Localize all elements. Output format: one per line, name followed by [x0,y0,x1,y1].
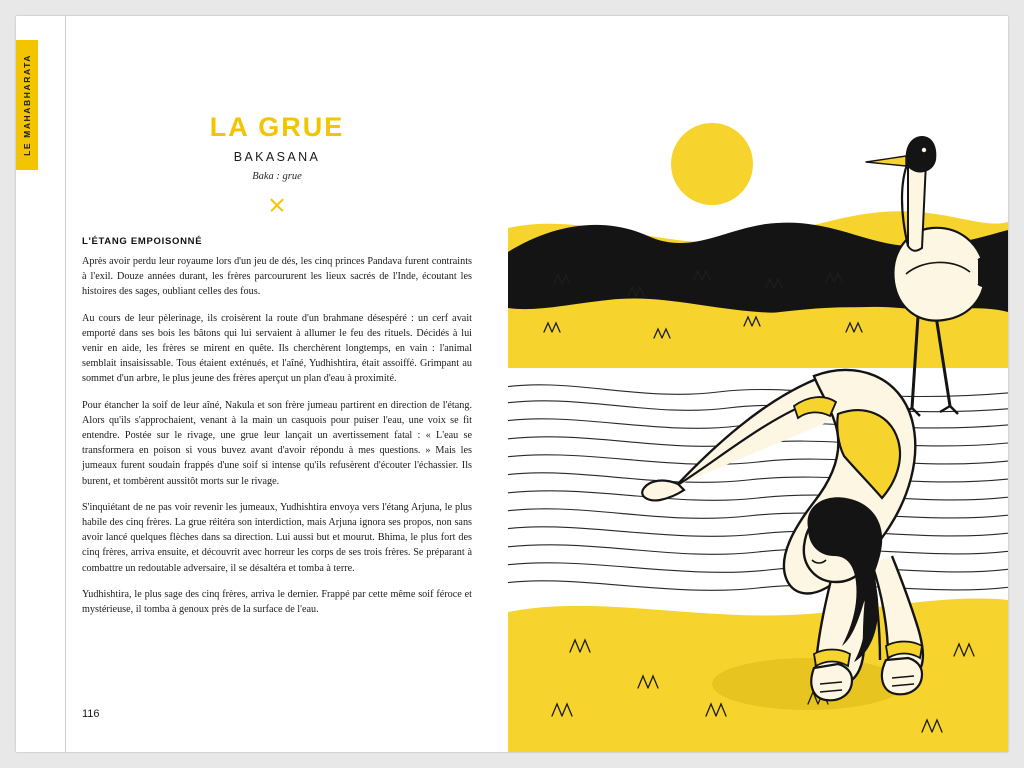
ground-shadow [712,658,904,710]
paragraph: Au cours de leur pèlerinage, ils croisèrent la route d'un brahmane désespéré : un cerf avait emporté dans ses bois les bâtons qui lui servaient à allumer le feu des rituels. Décidés à lui venir en aide, les frères se mirent en quête. Ils cherchèrent longtemps, en vain : l'animal semblait insaisissable. Tous étaient exténués, et l'aîné, Yudhishtira, était assoiffé. Grimpant au sommet d'un arbre, le plus jeune des frères aperçut un plan d'eau à proximité. [82,312,472,385]
illustration [508,16,1008,752]
article-body [82,254,472,617]
chapter-tab-label: LE MAHABHARATA [22,54,32,156]
paragraph: S'inquiétant de ne pas voir revenir les jumeaux, Yudhishtira envoya vers l'étang Arjuna, le plus habile des cinq frères. La grue réitéra son interdiction, mais Arjuna ignora ses propos, non sans avoir lancé quelques flèches dans sa direction. Lui aussi but et mourut. Bhima, le plus fort des cinq frères, arriva ensuite, et découvrit avec horreur les corps de ses trois frères. Se préparant à combattre un redoutable adversaire, il se désaltéra et tomba à terre. [82,501,472,574]
text-column [82,16,472,752]
book-page [16,16,1008,752]
page-number: 116 [82,708,100,720]
pose-translation: Baka : grue [252,171,302,182]
pose-sanskrit-name: BAKASANA [233,150,321,164]
section-heading: L'ÉTANG EMPOISONNÉ [82,236,203,247]
pose-title-block [82,16,472,214]
chapter-tab [16,40,38,170]
paragraph: Yudhishtira, le plus sage des cinq frères, arriva le dernier. Frappé par cette même soif féroce et mystérieuse, il tomba à genoux près de la surface de l'eau. [82,588,472,616]
sun-shape [671,123,753,205]
page-gutter-rule [65,16,66,752]
paragraph: Après avoir perdu leur royaume lors d'un jeu de dés, les cinq princes Pandava furent contraints à l'exil. Douze années durant, les frères parcoururent les lieux sacrés de l'Inde, écoutant les histoires des sages, oubliant celles des fous. [82,256,472,298]
paragraph: Pour étancher la soif de leur aîné, Nakula et son frère jumeau partirent en direction de l'étang. Alors qu'ils s'approchaient, venant à la main un casquois pour puiser l'eau, une voix se fit entendre. Postée sur le rivage, une grue leur lançait un avertissement fatal : « L'eau se transformera en poison si vous buvez avant d'avoir répondu à mes questions. » Mais les jumeaux furent soudain frappés d'une soif si intense qu'ils refusèrent d'écouter l'échassier. Ils burent, et tombèrent aussitôt morts sur le rivage. [82,399,472,487]
cross-ornament-icon [268,196,286,214]
page-title: LA GRUE [209,112,345,142]
